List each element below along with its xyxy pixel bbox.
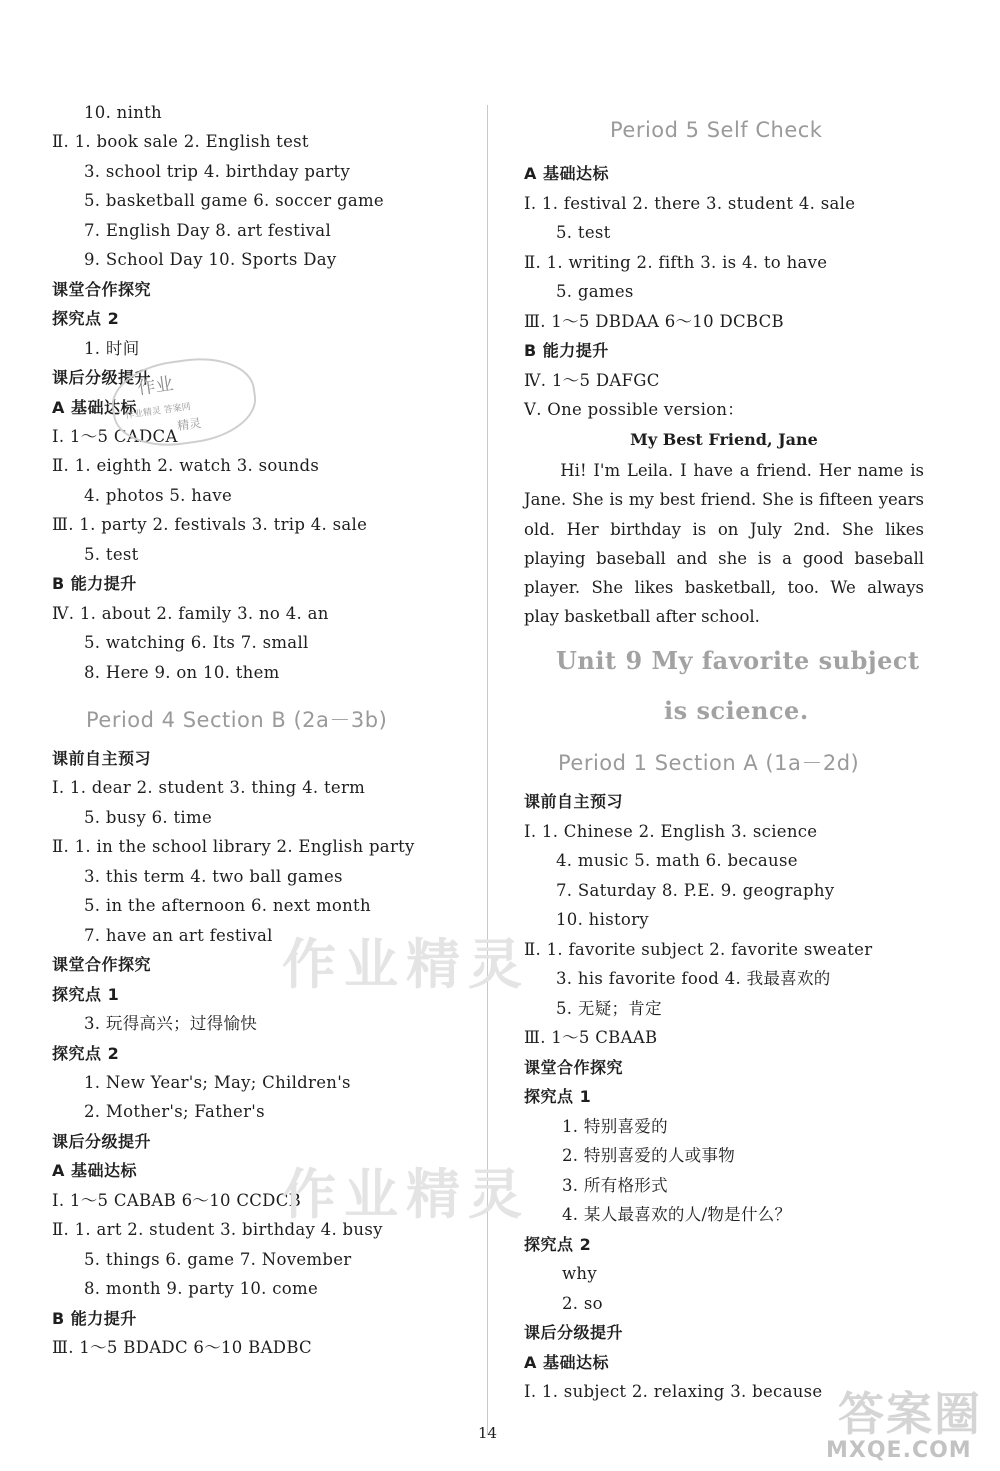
section-heading: 课前自主预习: [52, 749, 152, 768]
section-heading: 课堂合作探究: [52, 280, 152, 299]
answer-line: Ⅱ. 1. art 2. student 3. birthday 4. busy: [52, 1220, 383, 1239]
section-heading: 课堂合作探究: [524, 1057, 624, 1077]
section-heading: B 能力提升: [524, 341, 609, 360]
period-5-heading: Period 5 Self Check: [610, 118, 823, 142]
section-heading: 课前自主预习: [524, 792, 624, 811]
column-divider: [487, 105, 488, 1435]
section-heading: A 基础达标: [524, 1352, 609, 1372]
answer-line: 10. history: [556, 910, 649, 929]
page-number: 14: [478, 1424, 498, 1442]
answer-line: 7. Saturday 8. P.E. 9. geography: [556, 880, 835, 900]
answer-line: 3. this term 4. two ball games: [84, 867, 343, 886]
watermark-text: 作业精灵: [282, 933, 530, 996]
answer-line: 7. have an art festival: [84, 926, 273, 945]
unit-title-line2: is science.: [664, 696, 809, 725]
answer-line: 7. English Day 8. art festival: [84, 221, 332, 240]
answer-line: 8. month 9. party 10. come: [84, 1279, 319, 1298]
answer-line: Ⅳ. 1. about 2. family 3. no 4. an: [52, 604, 329, 623]
answer-line: Ⅱ. 1. eighth 2. watch 3. sounds: [52, 456, 320, 475]
section-heading: A 基础达标: [52, 398, 137, 417]
answer-line: Ⅰ. 1～5 CADCA: [52, 427, 178, 446]
answer-line: Ⅱ. 1. in the school library 2. English party: [52, 837, 415, 856]
answer-line: 5. test: [84, 545, 139, 564]
answer-line: Ⅲ. 1～5 DBDAA 6～10 DCBCB: [524, 311, 784, 331]
answer-line: Ⅰ. 1. Chinese 2. English 3. science: [524, 821, 818, 841]
answer-line: 4. music 5. math 6. because: [556, 851, 798, 870]
answer-line: 3. his favorite food 4. 我最喜欢的: [556, 969, 831, 988]
answer-line: 3. 所有格形式: [562, 1175, 668, 1195]
answer-line: 4. photos 5. have: [84, 486, 233, 505]
answer-line: Ⅰ. 1～5 CABAB 6～10 CCDCB: [52, 1191, 302, 1210]
section-heading: 课堂合作探究: [52, 955, 152, 974]
answer-line: Ⅲ. 1. party 2. festivals 3. trip 4. sale: [52, 515, 368, 534]
stamp-subtext-2: 精灵: [176, 415, 203, 434]
answer-line: 5. busy 6. time: [84, 808, 213, 827]
answer-line: 2. 特别喜爱的人或事物: [562, 1146, 736, 1165]
answer-line: 5. basketball game 6. soccer game: [84, 191, 384, 210]
logo-mark: 答案圈: [838, 1387, 982, 1441]
essay-body: Hi! I'm Leila. I have a friend. Her name is Jane. She is my best friend. She is fifteen years old. Her birthday is on July 2nd. She likes playing baseball and she is a good baseball player. She likes basketball, too. We always play basketball after school.: [524, 461, 924, 627]
answer-line: 3. school trip 4. birthday party: [84, 162, 351, 181]
stamp-subtext: 作业精灵 答案网: [124, 402, 192, 422]
answer-line: Ⅰ. 1. festival 2. there 3. student 4. sale: [524, 193, 856, 213]
answer-line: 1. 特别喜爱的: [562, 1116, 668, 1136]
answer-line: 8. Here 9. on 10. them: [84, 663, 280, 682]
answer-line: why: [562, 1264, 597, 1283]
period-heading: Period 4 Section B (2a－3b): [86, 708, 388, 732]
period-1-heading: Period 1 Section A (1a－2d): [558, 751, 860, 775]
answer-line: 3. 玩得高兴；过得愉快: [84, 1014, 258, 1033]
answer-line: Ⅰ. 1. dear 2. student 3. thing 4. term: [52, 778, 366, 797]
section-heading: 探究点 1: [52, 985, 120, 1004]
watermark-text-2: 作业精灵: [282, 1163, 530, 1226]
answer-line: Ⅲ. 1～5 BDADC 6～10 BADBC: [52, 1338, 312, 1357]
section-heading: 探究点 2: [524, 1234, 592, 1254]
answer-line: 2. Mother's; Father's: [84, 1102, 265, 1121]
section-heading: A 基础达标: [52, 1161, 137, 1180]
essay-title: My Best Friend, Jane: [630, 430, 818, 449]
site-logo: [818, 1378, 998, 1468]
answer-line: 2. so: [562, 1293, 603, 1313]
section-heading: B 能力提升: [52, 1309, 137, 1328]
unit-title-line1: Unit 9 My favorite subject: [556, 646, 920, 675]
answer-line: Ⅱ. 1. favorite subject 2. favorite sweater: [524, 939, 873, 959]
logo-site: MXQE.COM: [826, 1438, 972, 1463]
section-heading: 课后分级提升: [52, 368, 152, 387]
answer-line: Ⅰ. 1. subject 2. relaxing 3. because: [524, 1382, 823, 1401]
section-heading: 探究点 1: [524, 1087, 592, 1106]
answer-line: Ⅳ. 1～5 DAFGC: [524, 370, 660, 390]
section-heading: 探究点 2: [52, 1044, 120, 1063]
stamp-text: 作业: [136, 373, 175, 400]
answer-line: Ⅱ. 1. book sale 2. English test: [52, 132, 309, 151]
section-heading: A 基础达标: [524, 164, 609, 183]
answer-line: 5. watching 6. Its 7. small: [84, 633, 309, 652]
answer-line: 9. School Day 10. Sports Day: [84, 250, 337, 269]
answer-line: 1. 时间: [84, 339, 140, 358]
answer-line: 4. 某人最喜欢的人/物是什么？: [562, 1205, 792, 1224]
answer-line: 5. 无疑；肯定: [556, 998, 662, 1018]
answer-line: 10. ninth: [84, 103, 162, 122]
answer-line: 5. games: [556, 282, 634, 301]
answer-line: Ⅴ. One possible version：: [524, 400, 745, 419]
answer-line: 1. New Year's; May; Children's: [84, 1073, 351, 1092]
answer-line: 5. in the afternoon 6. next month: [84, 896, 371, 915]
section-heading: 探究点 2: [52, 309, 120, 328]
answer-line: 5. test: [556, 223, 611, 242]
section-heading: B 能力提升: [52, 574, 137, 593]
section-heading: 课后分级提升: [52, 1132, 152, 1151]
answer-line: Ⅲ. 1～5 CBAAB: [524, 1028, 658, 1047]
section-heading: 课后分级提升: [524, 1323, 624, 1342]
answer-line: 5. things 6. game 7. November: [84, 1250, 352, 1269]
answer-line: Ⅱ. 1. writing 2. fifth 3. is 4. to have: [524, 252, 828, 272]
